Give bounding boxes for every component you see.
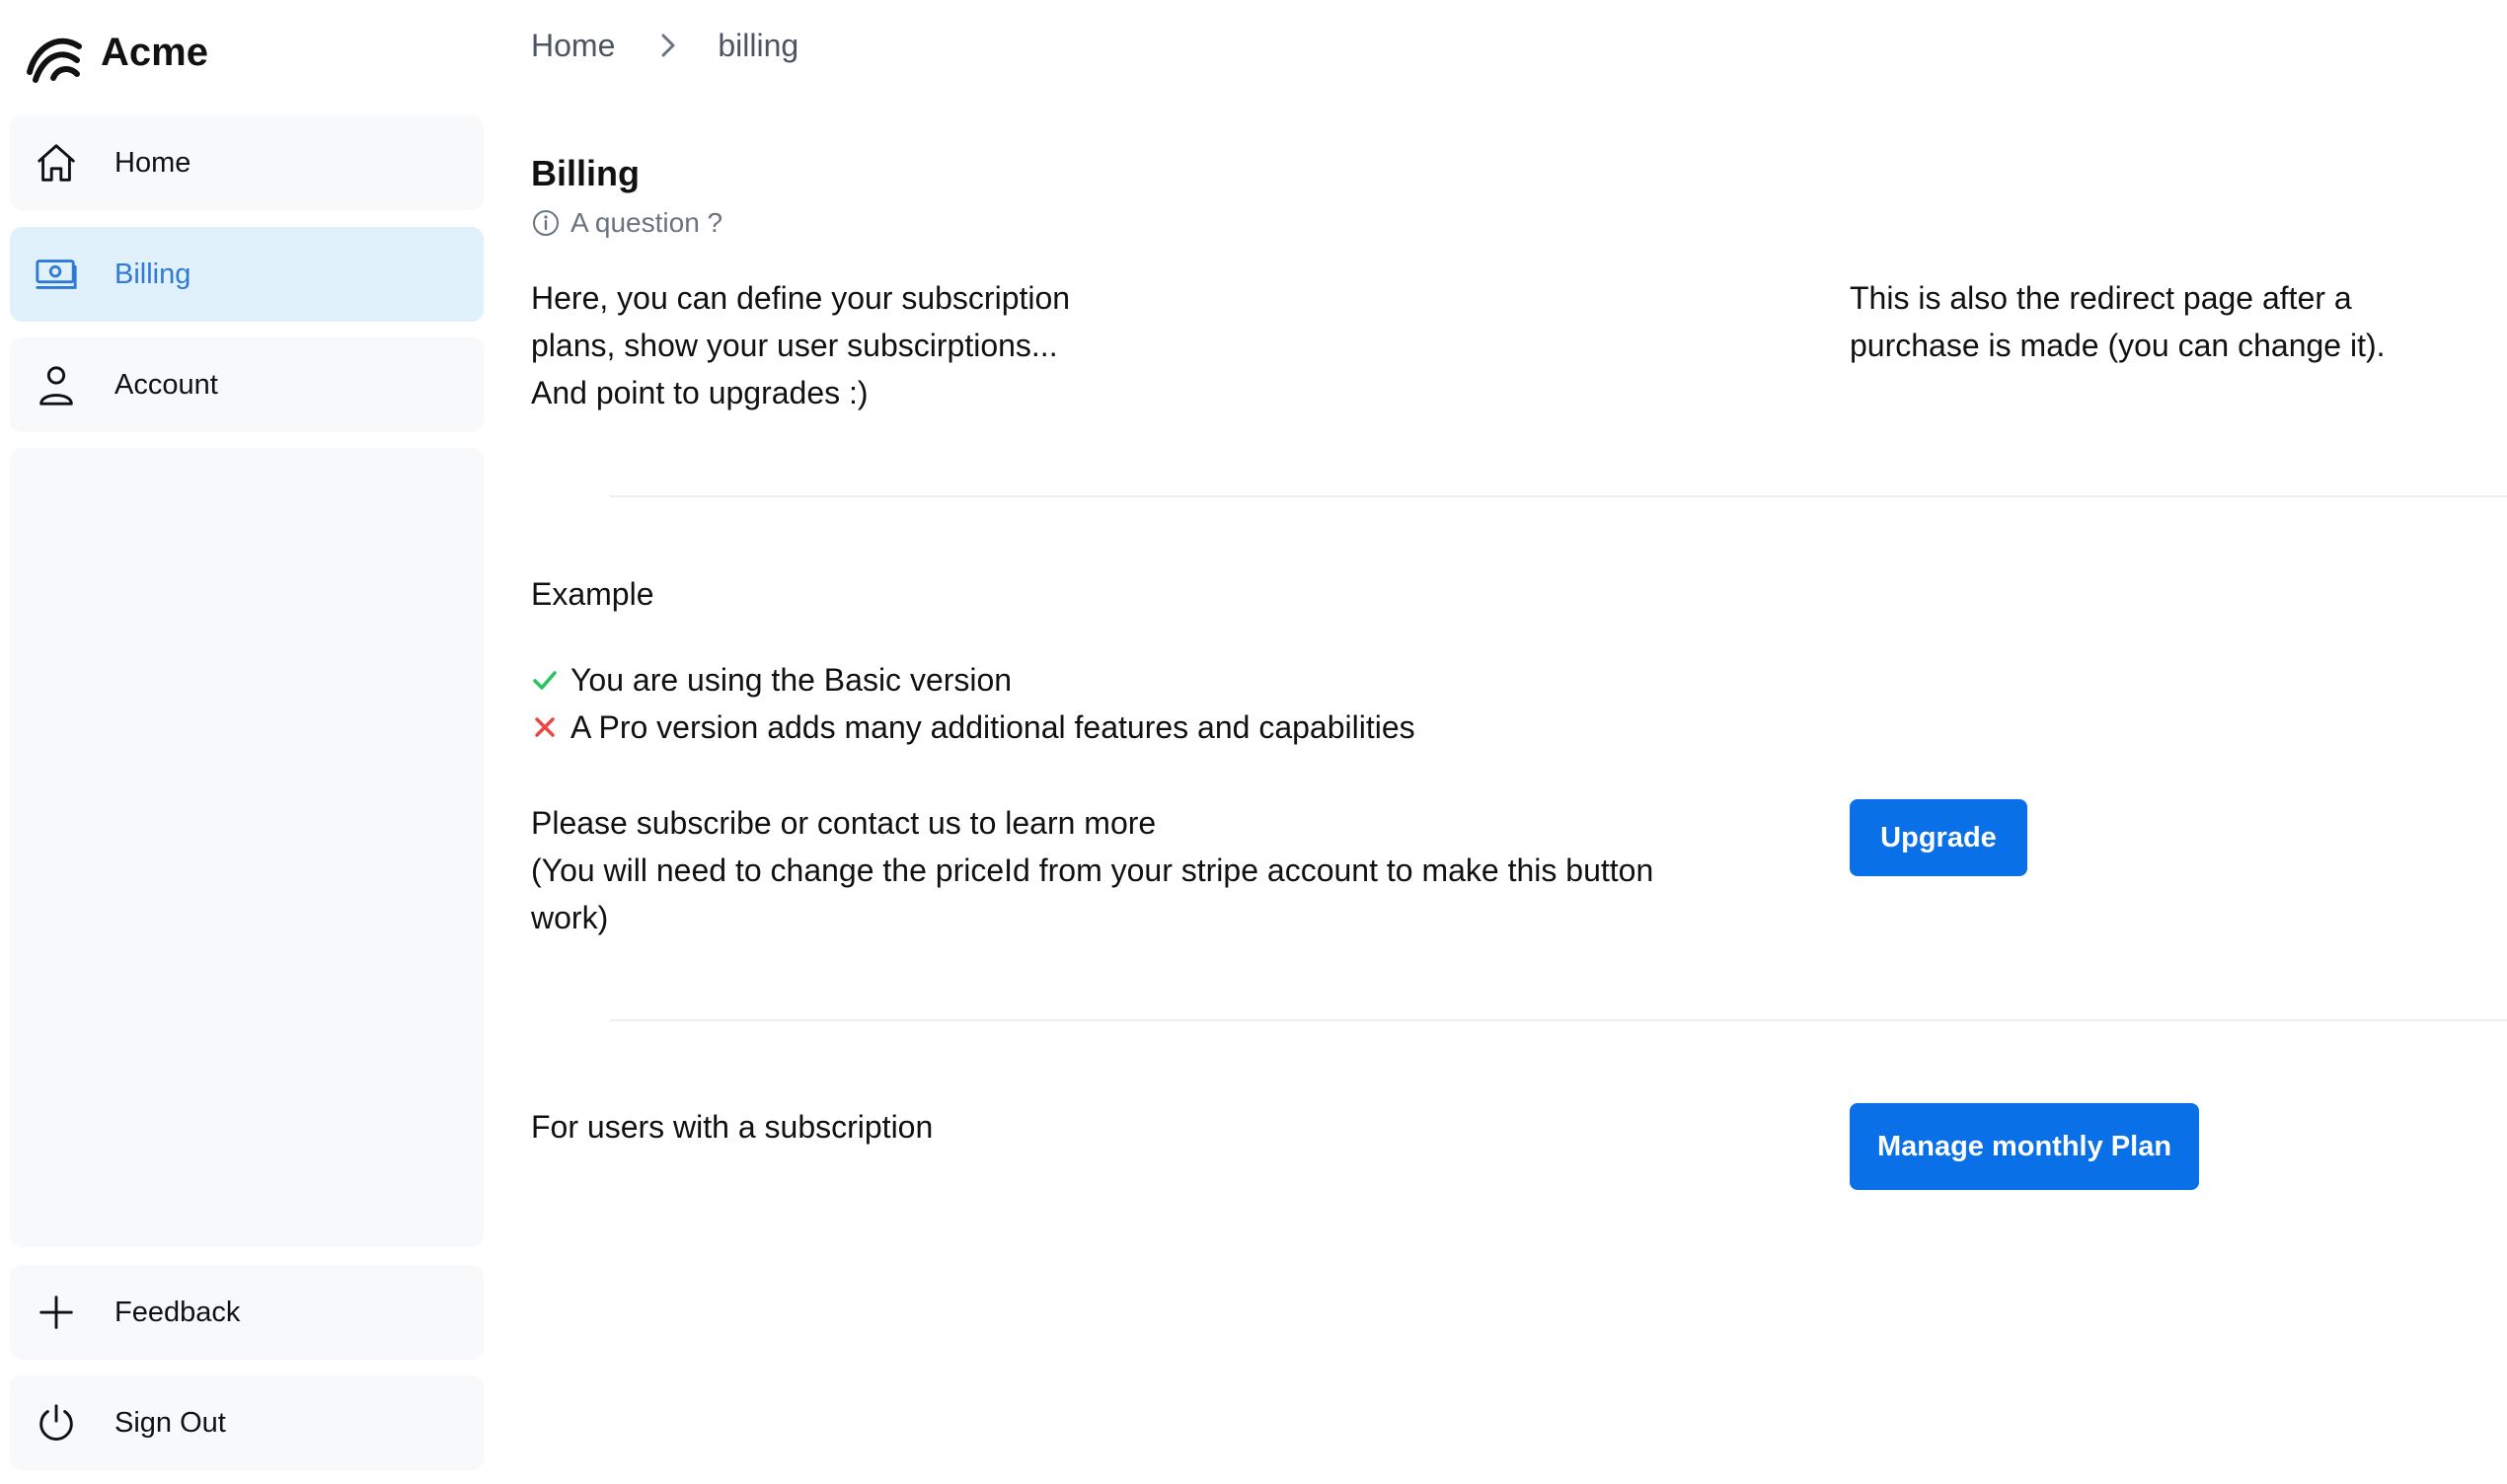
redirect-note-line: This is also the redirect page after a — [1850, 280, 2352, 316]
page-subtitle[interactable] — [531, 205, 722, 241]
power-icon — [34, 1400, 79, 1446]
plus-icon — [34, 1290, 79, 1335]
feature-text: You are using the Basic version — [570, 661, 1013, 698]
breadcrumb-current: billing — [718, 27, 799, 63]
subtitle-text: A question ? — [570, 207, 723, 238]
intro-line: Here, you can define your subscription — [531, 280, 1071, 316]
money-icon — [34, 252, 79, 297]
subscribe-line: (You will need to change the priceId from your stripe account to make this button — [531, 853, 1654, 888]
sidebar-item-label: Sign Out — [114, 1406, 226, 1439]
manage-plan-button[interactable]: Manage monthly Plan — [1850, 1103, 2199, 1190]
home-icon — [34, 140, 79, 186]
sidebar-item-account[interactable] — [10, 337, 484, 432]
intro-line: And point to upgrades :) — [531, 375, 869, 410]
chevron-right-icon — [654, 32, 682, 59]
section-divider — [610, 495, 2507, 497]
subscribe-text — [531, 799, 1804, 941]
redirect-note — [1850, 274, 2481, 369]
sidebar-item-sign-out[interactable] — [10, 1375, 484, 1470]
brand-name: Acme — [101, 30, 208, 74]
feature-item — [531, 704, 1415, 751]
info-icon — [531, 208, 561, 238]
sidebar-spacer — [10, 448, 484, 1247]
page-title: Billing — [531, 153, 640, 193]
main-content — [531, 0, 2485, 1484]
sidebar-item-home[interactable] — [10, 115, 484, 210]
redirect-note-line: purchase is made (you can change it). — [1850, 328, 2386, 363]
breadcrumb — [531, 24, 798, 67]
intro-line: plans, show your user subscirptions... — [531, 328, 1058, 363]
subscription-text: For users with a subscription — [531, 1109, 934, 1145]
subscribe-line: work) — [531, 900, 609, 935]
subscribe-line: Please subscribe or contact us to learn more — [531, 805, 1157, 841]
upgrade-button[interactable]: Upgrade — [1850, 799, 2027, 876]
feature-item — [531, 656, 1012, 704]
sidebar-item-label: Home — [114, 146, 191, 179]
sidebar-item-label: Account — [114, 368, 218, 401]
sidebar-item-billing[interactable] — [10, 227, 484, 322]
section-divider — [610, 1019, 2507, 1021]
check-icon — [531, 666, 559, 694]
user-icon — [34, 362, 79, 408]
sidebar-item-label: Feedback — [114, 1296, 241, 1328]
sidebar-item-label: Billing — [114, 258, 191, 290]
intro-text — [531, 274, 1222, 416]
sidebar — [10, 0, 484, 1484]
example-heading: Example — [531, 576, 654, 612]
breadcrumb-home-link[interactable]: Home — [531, 27, 616, 63]
feature-text: A Pro version adds many additional features and capabilities — [570, 708, 1415, 745]
sidebar-item-feedback[interactable] — [10, 1265, 484, 1360]
x-icon — [531, 713, 559, 741]
acme-logo-icon — [24, 21, 87, 84]
brand[interactable] — [24, 18, 208, 87]
